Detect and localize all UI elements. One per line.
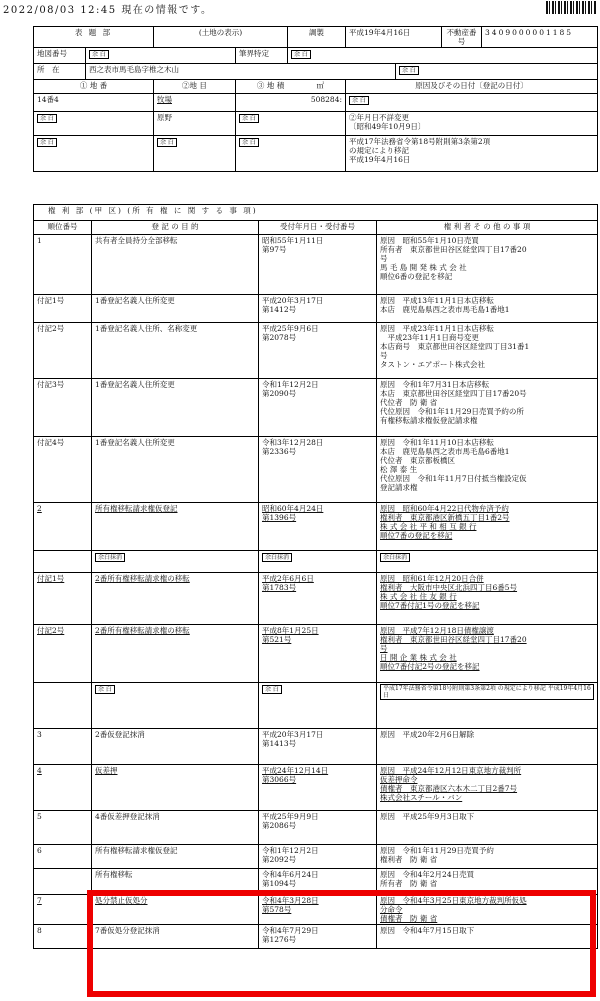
chiban-cell: 14番4 bbox=[34, 94, 154, 112]
table-row bbox=[34, 683, 598, 729]
stamp: 余白抹消 bbox=[380, 553, 410, 562]
purpose-cell: 2番仮登記抹消 bbox=[92, 729, 259, 765]
table-row bbox=[34, 625, 598, 683]
table-row bbox=[34, 551, 598, 573]
purpose-cell: 所有権移転 bbox=[92, 869, 259, 895]
table-row bbox=[34, 379, 598, 437]
no-cell: 付記1号 bbox=[34, 295, 92, 323]
purpose-cell: 所有権移転請求権仮登記 bbox=[92, 845, 259, 869]
other-cell bbox=[377, 683, 598, 729]
purpose-cell: 処分禁止仮処分 bbox=[92, 895, 259, 925]
table-row bbox=[34, 503, 598, 551]
label-kind: (土地の表示) bbox=[154, 27, 288, 48]
other-cell: 原因 平成23年11月1日本店移転 平成23年11月1日商号変更 本店商号 東京都世田谷区経堂四丁目31番1 号 タストン・エアポート株式会社 bbox=[377, 323, 598, 379]
shozai-value: 西之表市馬毛島字椎之木山 bbox=[86, 64, 396, 80]
table-row bbox=[34, 765, 598, 811]
no-cell: 付記2号 bbox=[34, 625, 92, 683]
stamp: 余白抹消 bbox=[95, 553, 125, 562]
label-fudosan-no: 不動産番号 bbox=[442, 27, 482, 48]
purpose-cell: 4番仮差押登記抹消 bbox=[92, 811, 259, 845]
col-chiseki: ③ 地 積 ㎡ bbox=[236, 80, 346, 94]
other-cell: 原因 昭和55年1月10日売買 所有者 東京都世田谷区経堂四丁目17番20 号 馬 毛 島 開 発 株 式 会 社 順位6番の登記を移記 bbox=[377, 235, 598, 295]
purpose-cell bbox=[92, 683, 259, 729]
no-cell: 7 bbox=[34, 895, 92, 925]
other-cell: 原因 令和4年2月24日売買 所有者 防 衛 省 bbox=[377, 869, 598, 895]
stamp: 余 白 bbox=[89, 50, 109, 59]
col-no: 順位番号 bbox=[34, 221, 92, 235]
cause-cell: 平成17年法務省令第18号附則第3条第2項 の規定により移記 平成19年4月16日 bbox=[346, 136, 598, 172]
no-cell bbox=[34, 683, 92, 729]
other-cell: 原因 令和4年7月15日取下 bbox=[377, 925, 598, 949]
other-cell: 原因 令和1年11月29日売買予約 権利者 防 衛 省 bbox=[377, 845, 598, 869]
no-cell: 2 bbox=[34, 503, 92, 551]
stamp: 余 白 bbox=[95, 685, 115, 694]
table-row bbox=[34, 437, 598, 503]
no-cell: 1 bbox=[34, 235, 92, 295]
title-section-table bbox=[33, 26, 598, 172]
purpose-cell: 7番仮処分登記抹消 bbox=[92, 925, 259, 949]
stamp: 余 白 bbox=[157, 138, 177, 147]
label-chosei: 調製 bbox=[288, 27, 346, 48]
other-cell: 原因 令和1年11月10日本店移転 本店 鹿児島県西之表市馬毛島6番地1 代位者 東京都板橋区 松 澤 泰 生 代位原因 令和1年11月7日付抵当権設定仮 登記請求権 bbox=[377, 437, 598, 503]
no-cell bbox=[34, 869, 92, 895]
col-purpose: 登 記 の 目 的 bbox=[92, 221, 259, 235]
stamp: 余白抹消 bbox=[262, 553, 292, 562]
other-cell: 原因 昭和61年12月20日合併 権利者 大阪市中央区北浜四丁目6番5号 株 式 会 社 住 友 銀 行 順位7番付記1号の登記を移記 bbox=[377, 573, 598, 625]
stamp: 余 白 bbox=[239, 138, 259, 147]
date-cell: 令和4年7月29日 第1276号 bbox=[259, 925, 377, 949]
col-cause: 原因及びその日付〔登記の日付〕 bbox=[346, 80, 598, 94]
no-cell: 4 bbox=[34, 765, 92, 811]
chimoku-cell: 原野 bbox=[154, 112, 236, 136]
purpose-cell: 1番登記名義人住所変更 bbox=[92, 437, 259, 503]
stamp: 余 白 bbox=[291, 50, 311, 59]
date-cell: 平成2年6月6日 第1783号 bbox=[259, 573, 377, 625]
chiseki-cell: 508284: bbox=[236, 94, 346, 112]
chosei-date: 平成19年4月16日 bbox=[346, 27, 442, 48]
highlight-box bbox=[87, 890, 596, 997]
table-row bbox=[34, 136, 598, 172]
table-row bbox=[34, 112, 598, 136]
no-cell: 3 bbox=[34, 729, 92, 765]
timestamp-text: 2022/08/03 12:45 現在の情報です。 bbox=[3, 5, 213, 16]
col-chiban: ① 地 番 bbox=[34, 80, 154, 94]
date-cell: 平成25年9月9日 第2086号 bbox=[259, 811, 377, 845]
page-header bbox=[0, 0, 600, 18]
other-cell bbox=[377, 551, 598, 573]
no-cell: 5 bbox=[34, 811, 92, 845]
purpose-cell: 1番登記名義人住所、名称変更 bbox=[92, 323, 259, 379]
stamp: 余 白 bbox=[37, 138, 57, 147]
other-cell: 原因 昭和60年4月22日代物弁済予約 権利者 東京都港区新橋五丁目1番2号 株 式 会 社 平 和 相 互 銀 行 順位7番の登記を移記 bbox=[377, 503, 598, 551]
stamp: 余 白 bbox=[262, 685, 282, 694]
purpose-cell: 2番所有権移転請求権の移転 bbox=[92, 625, 259, 683]
purpose-cell: 共有者全員持分全部移転 bbox=[92, 235, 259, 295]
rights-section-table bbox=[33, 204, 598, 949]
date-cell: 平成25年9月6日 第2078号 bbox=[259, 323, 377, 379]
no-cell: 6 bbox=[34, 845, 92, 869]
purpose-cell: 所有権移転請求権仮登記 bbox=[92, 503, 259, 551]
label-chizu: 地図番号 bbox=[34, 48, 86, 64]
table-row bbox=[34, 323, 598, 379]
table-row bbox=[34, 811, 598, 845]
other-cell: 原因 令和4年3月25日東京地方裁判所仮処 分命令 債権者 防 衛 省 bbox=[377, 895, 598, 925]
date-cell bbox=[259, 683, 377, 729]
stamp: 余 白 bbox=[349, 96, 369, 105]
no-cell: 8 bbox=[34, 925, 92, 949]
col-chimoku: ②地 目 bbox=[154, 80, 236, 94]
date-cell: 昭和55年1月11日 第97号 bbox=[259, 235, 377, 295]
no-cell bbox=[34, 551, 92, 573]
table-row bbox=[34, 235, 598, 295]
date-cell: 令和4年6月24日 第1094号 bbox=[259, 869, 377, 895]
stamp: 平成17年法務省令第18号附則第3条第2項 の規定により移記 平成19年4月16日 bbox=[380, 684, 594, 700]
no-cell: 付記1号 bbox=[34, 573, 92, 625]
other-cell: 原因 平成25年9月3日取下 bbox=[377, 811, 598, 845]
other-cell: 原因 平成20年2月6日解除 bbox=[377, 729, 598, 765]
purpose-cell: 1番登記名義人住所変更 bbox=[92, 379, 259, 437]
label-hyodai: 表 題 部 bbox=[34, 27, 154, 48]
date-cell: 令和1年12月2日 第2092号 bbox=[259, 845, 377, 869]
date-cell: 令和4年3月28日 第578号 bbox=[259, 895, 377, 925]
col-other: 権 利 者 そ の 他 の 事 項 bbox=[377, 221, 598, 235]
purpose-cell bbox=[92, 551, 259, 573]
qr-code-icon bbox=[546, 1, 596, 14]
date-cell: 昭和60年4月24日 第1396号 bbox=[259, 503, 377, 551]
cause-cell: ②年月日不詳変更 〔昭和49年10月9日〕 bbox=[346, 112, 598, 136]
other-cell: 原因 平成7年12月18日債権譲渡 権利者 東京都世田谷区経堂四丁目17番20 号 日 開 企 業 株 式 会 社 順位7番付記2号の登記を移記 bbox=[377, 625, 598, 683]
no-cell: 付記2号 bbox=[34, 323, 92, 379]
table-row bbox=[34, 295, 598, 323]
purpose-cell: 1番登記名義人住所変更 bbox=[92, 295, 259, 323]
chimoku-cell: 牧場 bbox=[154, 94, 236, 112]
table-row bbox=[34, 94, 598, 112]
no-cell: 付記4号 bbox=[34, 437, 92, 503]
col-date: 受付年月日・受付番号 bbox=[259, 221, 377, 235]
other-cell: 原因 令和1年7月31日本店移転 本店 東京都世田谷区経堂四丁目17番20号 代位者 防 衛 省 代位原因 令和1年11月29日売買予約の所 有権移転請求権仮登記請求権 bbox=[377, 379, 598, 437]
table-row bbox=[34, 729, 598, 765]
purpose-cell: 仮差押 bbox=[92, 765, 259, 811]
stamp: 余 白 bbox=[239, 114, 259, 123]
date-cell: 令和1年12月2日 第2090号 bbox=[259, 379, 377, 437]
table-row bbox=[34, 573, 598, 625]
date-cell: 令和3年12月28日 第2336号 bbox=[259, 437, 377, 503]
rights-title: 権 利 部 (甲 区) (所 有 権 に 関 す る 事 項) bbox=[34, 205, 598, 221]
stamp: 余 白 bbox=[37, 114, 57, 123]
date-cell: 平成20年3月17日 第1413号 bbox=[259, 729, 377, 765]
stamp: 余 白 bbox=[399, 66, 419, 75]
date-cell: 平成20年3月17日 第1412号 bbox=[259, 295, 377, 323]
no-cell: 付記3号 bbox=[34, 379, 92, 437]
label-hikkai: 筆界特定 bbox=[236, 48, 288, 64]
date-cell bbox=[259, 551, 377, 573]
label-shozai: 所 在 bbox=[34, 64, 86, 80]
date-cell: 平成8年1月25日 第521号 bbox=[259, 625, 377, 683]
table-row bbox=[34, 845, 598, 869]
date-cell: 平成24年12月14日 第3066号 bbox=[259, 765, 377, 811]
fudosan-no: 3409000001185 bbox=[482, 27, 598, 48]
other-cell: 原因 平成13年11月1日本店移転 本店 鹿児島県西之表市馬毛島1番地1 bbox=[377, 295, 598, 323]
other-cell: 原因 平成24年12月12日東京地方裁判所 仮差押命令 債権者 東京都港区六本木二丁目2番7号 株式会社スチール・バン bbox=[377, 765, 598, 811]
purpose-cell: 2番所有権移転請求権の移転 bbox=[92, 573, 259, 625]
